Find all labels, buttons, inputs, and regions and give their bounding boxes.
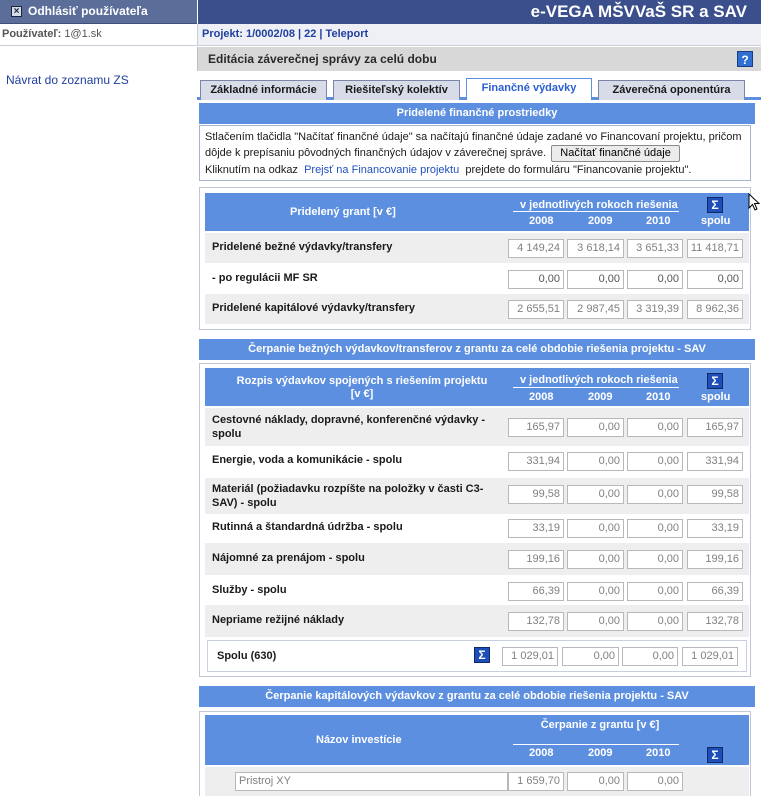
value-field: 132,78 bbox=[687, 612, 743, 631]
tab-basic-info[interactable]: Základné informácie bbox=[200, 80, 327, 100]
value-field: 0,00 bbox=[562, 647, 619, 666]
value-field[interactable]: 0,00 bbox=[687, 270, 743, 289]
allocated-year-2008: 2008 bbox=[529, 215, 554, 227]
current-row-label: Energie, voda a komunikácie - spolu bbox=[212, 454, 403, 466]
value-field: 0,00 bbox=[627, 452, 683, 471]
value-field: 0,00 bbox=[567, 452, 624, 471]
allocated-row-label: - po regulácii MF SR bbox=[212, 272, 318, 284]
value-field: 0,00 bbox=[567, 519, 624, 538]
allocated-total-label: spolu bbox=[701, 215, 731, 227]
value-field: 1 029,01 bbox=[502, 647, 558, 666]
value-field: 331,94 bbox=[508, 452, 564, 471]
grant-draw-header: Čerpanie z grantu [v €] bbox=[540, 719, 660, 731]
tab-final-review[interactable]: Záverečná oponentúra bbox=[598, 80, 745, 100]
user-info bbox=[0, 24, 197, 46]
help-icon[interactable]: ? bbox=[737, 51, 753, 67]
current-year-2010: 2010 bbox=[646, 391, 671, 403]
value-field: 11 418,71 bbox=[687, 239, 743, 258]
value-field: 0,00 bbox=[567, 772, 624, 791]
link-intro-text: Kliknutím na odkaz bbox=[205, 164, 298, 176]
value-field: 2 655,51 bbox=[508, 300, 564, 319]
value-field: 8 962,36 bbox=[687, 300, 743, 319]
value-field[interactable]: 0,00 bbox=[567, 270, 624, 289]
value-field: 3 618,14 bbox=[567, 239, 624, 258]
tab-research-team[interactable]: Riešiteľský kolektív bbox=[333, 80, 460, 100]
value-field: 165,97 bbox=[687, 418, 743, 437]
load-financial-data-button[interactable]: Načítať finančné údaje bbox=[551, 145, 680, 162]
current-total-label: spolu bbox=[701, 391, 731, 403]
current-row-label: Materiál (požiadavku rozpíšte na položky v časti C3-SAV) - spolu bbox=[212, 483, 484, 509]
value-field: 3 319,39 bbox=[627, 300, 683, 319]
tab-financial-expenses[interactable]: Finančné výdavky bbox=[466, 78, 592, 100]
allocated-grant-title: Pridelený grant [v €] bbox=[290, 206, 396, 218]
current-row-label: Služby - spolu bbox=[212, 584, 287, 596]
current-expenses-heading: Čerpanie bežných výdavkov/transferov z grantu za celé obdobie riešenia projektu - SAV bbox=[199, 339, 755, 360]
user-value: 1@1.sk bbox=[64, 28, 102, 40]
value-field: 1 659,70 bbox=[508, 772, 564, 791]
user-label: Používateľ: bbox=[2, 28, 62, 40]
value-field: 0,00 bbox=[627, 418, 683, 437]
capital-expenses-heading: Čerpanie kapitálových výdavkov z grantu za celé obdobie riešenia projektu - SAV bbox=[199, 686, 755, 707]
value-field[interactable]: 0,00 bbox=[627, 270, 683, 289]
value-field: 33,19 bbox=[508, 519, 564, 538]
section-title: Editácia záverečnej správy za celú dobu bbox=[208, 52, 437, 66]
back-to-list-link[interactable]: Návrat do zoznamu ZS bbox=[6, 73, 129, 87]
value-field: 0,00 bbox=[627, 582, 683, 601]
load-info-text: Stlačením tlačidla "Načítať finančné údaje" sa načítajú finančné údaje zadané vo Financovaní projektu, pričom dôjde k prepísaniu pôvodných finančných údajov v záverečnej správe. bbox=[205, 131, 742, 159]
value-field: 0,00 bbox=[627, 485, 683, 504]
section-header bbox=[197, 47, 761, 71]
app-header bbox=[197, 0, 761, 24]
value-field: 199,16 bbox=[687, 550, 743, 569]
value-field: 0,00 bbox=[567, 612, 624, 631]
current-years-caption: v jednotlivých rokoch riešenia bbox=[520, 374, 678, 386]
allocated-year-2009: 2009 bbox=[588, 215, 613, 227]
capital-year-2009: 2009 bbox=[588, 747, 613, 759]
current-row-label: Nájomné za prenájom - spolu bbox=[212, 552, 365, 564]
financing-project-link[interactable]: Prejsť na Financovanie projektu bbox=[304, 164, 460, 176]
value-field: 3 651,33 bbox=[627, 239, 683, 258]
value-field: 0,00 bbox=[622, 647, 678, 666]
current-table-title: Rozpis výdavkov spojených s riešením projektu [v €] bbox=[236, 375, 488, 400]
value-field: 331,94 bbox=[687, 452, 743, 471]
value-field: 66,39 bbox=[508, 582, 564, 601]
value-field: 0,00 bbox=[627, 550, 683, 569]
value-field: 99,58 bbox=[508, 485, 564, 504]
value-field: 33,19 bbox=[687, 519, 743, 538]
allocated-row-label: Pridelené kapitálové výdavky/transfery bbox=[212, 302, 415, 314]
value-field: 1 029,01 bbox=[682, 647, 738, 666]
close-box-icon[interactable]: × bbox=[11, 6, 22, 17]
app-title: e-VEGA MŠVVaŠ SR a SAV bbox=[530, 2, 747, 21]
link-outro-text: prejdete do formuláru "Financovanie projektu". bbox=[465, 164, 692, 176]
value-field: 132,78 bbox=[508, 612, 564, 631]
current-row-label: Nepriame režijné náklady bbox=[212, 614, 345, 626]
sum-icon[interactable] bbox=[474, 647, 490, 663]
logout-area[interactable] bbox=[0, 0, 197, 24]
project-info bbox=[197, 24, 761, 46]
value-field: 4 149,24 bbox=[508, 239, 564, 258]
value-field: 0,00 bbox=[627, 612, 683, 631]
value-field: 0,00 bbox=[627, 519, 683, 538]
allocated-row-label: Pridelené bežné výdavky/transfery bbox=[212, 241, 393, 253]
sum-row-label: Spolu (630) bbox=[217, 650, 277, 662]
value-field: 165,97 bbox=[508, 418, 564, 437]
current-year-2009: 2009 bbox=[588, 391, 613, 403]
current-row-label: Cestovné náklady, dopravné, konferenčné výdavky - spolu bbox=[212, 414, 486, 440]
value-field: 99,58 bbox=[687, 485, 743, 504]
sum-icon[interactable] bbox=[707, 197, 723, 213]
investment-name-header: Názov investície bbox=[316, 734, 402, 746]
value-field: 0,00 bbox=[627, 772, 683, 791]
current-year-2008: 2008 bbox=[529, 391, 554, 403]
tab-bar bbox=[197, 77, 761, 100]
sum-icon[interactable] bbox=[707, 373, 723, 389]
value-field: 199,16 bbox=[508, 550, 564, 569]
value-field: 0,00 bbox=[567, 485, 624, 504]
value-field: 0,00 bbox=[567, 550, 624, 569]
capital-year-2010: 2010 bbox=[646, 747, 671, 759]
allocated-years-caption: v jednotlivých rokoch riešenia bbox=[520, 199, 678, 211]
project-line: Projekt: 1/0002/08 | 22 | Teleport bbox=[202, 28, 369, 40]
mouse-cursor-icon bbox=[748, 193, 760, 211]
allocated-year-2010: 2010 bbox=[646, 215, 671, 227]
load-info-box bbox=[199, 125, 751, 181]
logout-link[interactable]: Odhlásiť používateľa bbox=[28, 4, 148, 18]
investment-name-field: Pristroj XY bbox=[235, 772, 508, 791]
capital-year-2008: 2008 bbox=[529, 747, 554, 759]
value-field: 0,00 bbox=[567, 418, 624, 437]
value-field: 66,39 bbox=[687, 582, 743, 601]
value-field[interactable]: 0,00 bbox=[508, 270, 564, 289]
value-field: 0,00 bbox=[567, 582, 624, 601]
allocated-funds-heading: Pridelené finančné prostriedky bbox=[199, 103, 755, 124]
sum-icon[interactable] bbox=[707, 747, 723, 763]
value-field: 2 987,45 bbox=[567, 300, 624, 319]
current-row-label: Rutinná a štandardná údržba - spolu bbox=[212, 521, 403, 533]
